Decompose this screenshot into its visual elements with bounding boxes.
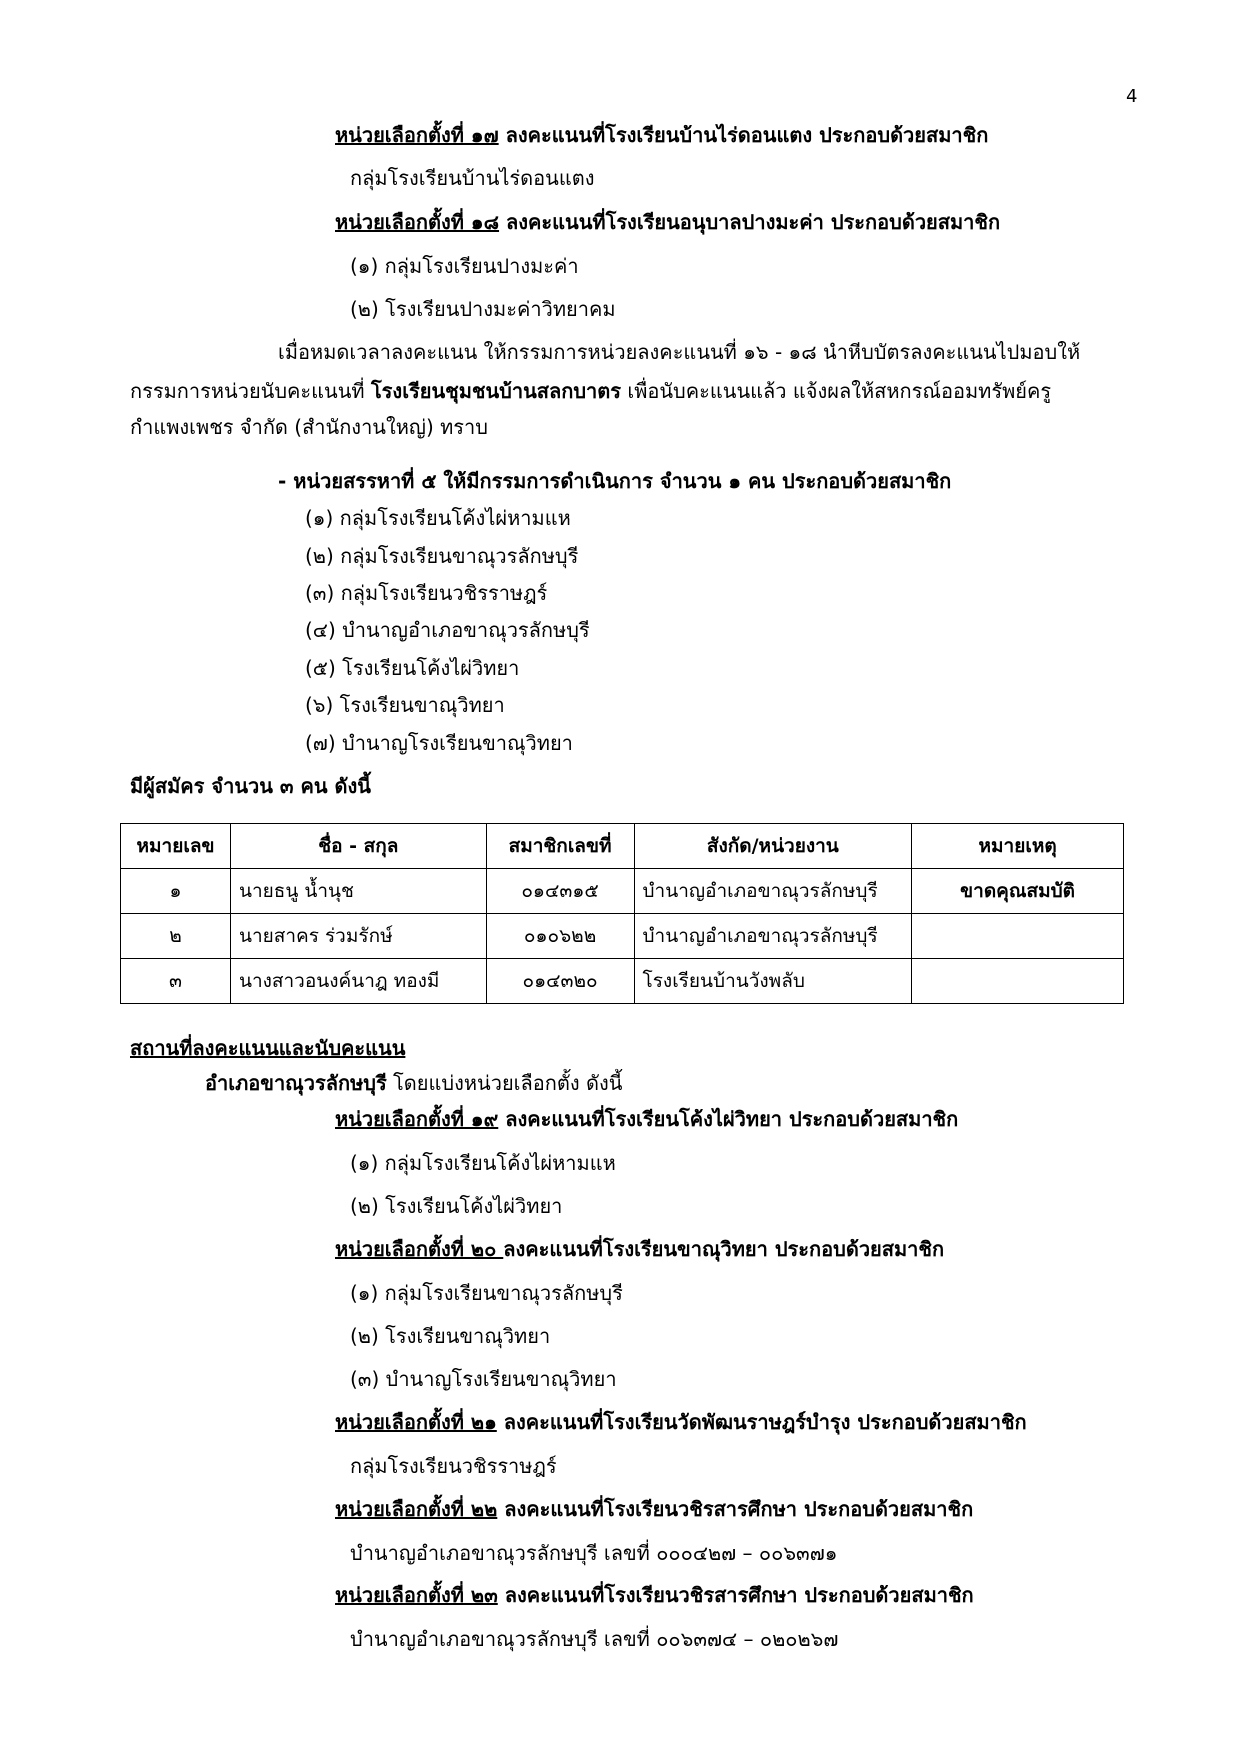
- recruit-member: (๒) กลุ่มโรงเรียนขาณุวรลักษบุรี: [305, 544, 579, 568]
- unit-22-label: หน่วยเลือกตั้งที่ ๒๒: [335, 1497, 498, 1521]
- unit-18-heading: [335, 207, 1000, 237]
- cell-name: นายสาคร ร่วมรักษ์: [230, 914, 486, 959]
- cell-number: ๑: [121, 869, 231, 914]
- cell-name: นายธนู น้ำนุช: [230, 869, 486, 914]
- unit-20-location: ลงคะแนนที่โรงเรียนขาณุวิทยา ประกอบด้วยสมาชิก: [503, 1237, 945, 1261]
- cell-member-id: ๐๑๔๓๑๕: [486, 869, 634, 914]
- unit-20-member: (๒) โรงเรียนขาณุวิทยา: [350, 1324, 551, 1348]
- column-header: หมายเหตุ: [912, 824, 1124, 869]
- table-row: [121, 959, 1124, 1004]
- unit-19-member: (๒) โรงเรียนโค้งไผ่วิทยา: [350, 1194, 563, 1218]
- unit-17-label: หน่วยเลือกตั้งที่ ๑๗: [335, 123, 499, 147]
- cell-unit: โรงเรียนบ้านวังพลับ: [634, 959, 912, 1004]
- column-header: ชื่อ - สกุล: [230, 824, 486, 869]
- cell-member-id: ๐๑๔๓๒๐: [486, 959, 634, 1004]
- applicants-count: มีผู้สมัคร จำนวน ๓ คน ดังนี้: [130, 774, 371, 798]
- district-name: อำเภอขาณุวรลักษบุรี: [205, 1071, 387, 1095]
- recruit-member: (๗) บำนาญโรงเรียนขาณุวิทยา: [305, 731, 573, 755]
- unit-22-heading: [335, 1494, 973, 1524]
- paragraph-text: เพื่อนับคะแนนแล้ว แจ้งผลให้สหกรณ์ออมทรัพย์ครู: [621, 379, 1052, 403]
- unit-21-label: หน่วยเลือกตั้งที่ ๒๑: [335, 1410, 497, 1434]
- unit-18-member: (๑) กลุ่มโรงเรียนปางมะค่า: [350, 254, 579, 278]
- table-row: [121, 869, 1124, 914]
- unit-17-member: กลุ่มโรงเรียนบ้านไร่ดอนแตง: [350, 166, 595, 190]
- unit-20-member: (๓) บำนาญโรงเรียนขาณุวิทยา: [350, 1367, 617, 1391]
- unit-19-member: (๑) กลุ่มโรงเรียนโค้งไผ่หามแห: [350, 1151, 616, 1175]
- recruit-member: (๖) โรงเรียนขาณุวิทยา: [305, 693, 505, 717]
- cell-note: [912, 914, 1124, 959]
- counting-school: โรงเรียนชุมชนบ้านสลกบาตร: [370, 379, 621, 403]
- unit-17-location: ลงคะแนนที่โรงเรียนบ้านไร่ดอนแตง ประกอบด้วยสมาชิก: [498, 123, 989, 147]
- recruit-member: (๑) กลุ่มโรงเรียนโค้งไผ่หามแห: [305, 506, 571, 530]
- cell-unit: บำนาญอำเภอขาณุวรลักษบุรี: [634, 869, 912, 914]
- unit-22-member: บำนาญอำเภอขาณุวรลักษบุรี เลขที่ ๐๐๐๔๒๗ – ๐๐๖๓๗๑: [350, 1541, 838, 1565]
- column-header: สังกัด/หน่วยงาน: [634, 824, 912, 869]
- unit-21-member: กลุ่มโรงเรียนวชิรราษฎร์: [350, 1454, 557, 1478]
- page-number: 4: [1126, 86, 1138, 107]
- table-row: [121, 914, 1124, 959]
- unit-20-heading: [335, 1234, 944, 1264]
- paragraph-line: กำแพงเพชร จำกัด (สำนักงานใหญ่) ทราบ: [130, 415, 488, 439]
- unit-20-member: (๑) กลุ่มโรงเรียนขาณุวรลักษบุรี: [350, 1281, 623, 1305]
- recruit-member: (๕) โรงเรียนโค้งไผ่วิทยา: [305, 656, 520, 680]
- district-line: [205, 1068, 622, 1098]
- cell-number: ๒: [121, 914, 231, 959]
- cell-note: ขาดคุณสมบัติ: [912, 869, 1124, 914]
- candidates-table: [120, 823, 1124, 1004]
- unit-23-member: บำนาญอำเภอขาณุวรลักษบุรี เลขที่ ๐๐๖๓๗๔ – ๐๒๐๒๖๗: [350, 1627, 839, 1651]
- unit-23-location: ลงคะแนนที่โรงเรียนวชิรสารศึกษา ประกอบด้วยสมาชิก: [497, 1583, 974, 1607]
- unit-19-heading: [335, 1104, 958, 1134]
- unit-18-location: ลงคะแนนที่โรงเรียนอนุบาลปางมะค่า ประกอบด้วยสมาชิก: [499, 210, 1001, 234]
- cell-name: นางสาวอนงค์นาฎ ทองมี: [230, 959, 486, 1004]
- column-header: หมายเลข: [121, 824, 231, 869]
- recruit-member: (๔) บำนาญอำเภอขาณุวรลักษบุรี: [305, 618, 590, 642]
- cell-unit: บำนาญอำเภอขาณุวรลักษบุรี: [634, 914, 912, 959]
- district-text: โดยแบ่งหน่วยเลือกตั้ง ดังนี้: [386, 1071, 623, 1095]
- paragraph-text: กรรมการหน่วยนับคะแนนที่: [130, 379, 371, 403]
- unit-17-heading: [335, 120, 988, 150]
- unit-19-location: ลงคะแนนที่โรงเรียนโค้งไผ่วิทยา ประกอบด้วยสมาชิก: [498, 1107, 959, 1131]
- column-header: สมาชิกเลขที่: [486, 824, 634, 869]
- unit-21-location: ลงคะแนนที่โรงเรียนวัดพัฒนราษฎร์บำรุง ประกอบด้วยสมาชิก: [496, 1410, 1027, 1434]
- paragraph-line: เมื่อหมดเวลาลงคะแนน ให้กรรมการหน่วยลงคะแนนที่ ๑๖ - ๑๘ นำหีบบัตรลงคะแนนไปมอบให้: [278, 340, 1081, 364]
- unit-23-label: หน่วยเลือกตั้งที่ ๒๓: [335, 1583, 498, 1607]
- section-title: สถานที่ลงคะแนนและนับคะแนน: [130, 1036, 406, 1060]
- cell-number: ๓: [121, 959, 231, 1004]
- unit-23-heading: [335, 1580, 974, 1610]
- unit-18-label: หน่วยเลือกตั้งที่ ๑๘: [335, 210, 500, 234]
- cell-note: [912, 959, 1124, 1004]
- recruit-heading: - หน่วยสรรหาที่ ๕ ให้มีกรรมการดำเนินการ จำนวน ๑ คน ประกอบด้วยสมาชิก: [278, 469, 952, 493]
- unit-22-location: ลงคะแนนที่โรงเรียนวชิรสารศึกษา ประกอบด้วยสมาชิก: [497, 1497, 974, 1521]
- table-header-row: [121, 824, 1124, 869]
- unit-18-member: (๒) โรงเรียนปางมะค่าวิทยาคม: [350, 297, 616, 321]
- paragraph-line: [130, 376, 1051, 406]
- unit-21-heading: [335, 1407, 1027, 1437]
- cell-member-id: ๐๑๐๖๒๒: [486, 914, 634, 959]
- unit-19-label: หน่วยเลือกตั้งที่ ๑๙: [335, 1107, 499, 1131]
- unit-20-label: หน่วยเลือกตั้งที่ ๒๐: [335, 1237, 504, 1261]
- recruit-member: (๓) กลุ่มโรงเรียนวชิรราษฎร์: [305, 581, 548, 605]
